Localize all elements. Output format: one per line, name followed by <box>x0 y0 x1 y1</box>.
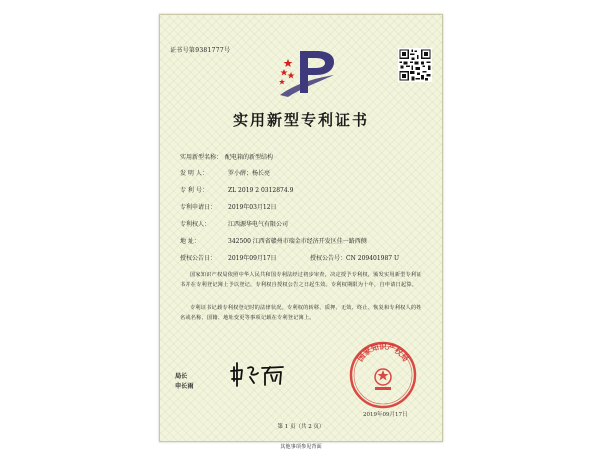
chief-name: 申长雨 <box>175 383 194 390</box>
footer-note: 其他事项参见背面 <box>280 444 322 450</box>
svg-text:国家知识产权局 <box>355 341 411 363</box>
field-filing-date <box>180 202 277 211</box>
field-address <box>180 236 367 245</box>
certificate-number: 证书号第9381777号 <box>170 47 231 54</box>
field-patent-no <box>180 185 293 194</box>
field-value: CN 209401987 U <box>346 255 400 262</box>
field-value: 342500 江西省赣州市瑞金市经济开发区佳一路西侧 <box>228 238 367 245</box>
field-label: 授权公告日： <box>180 255 217 262</box>
qr-code-icon <box>398 48 432 82</box>
field-announce-no <box>310 253 399 262</box>
field-label: 地 址： <box>180 238 200 245</box>
field-grant-date <box>180 253 277 262</box>
field-utility-name <box>180 152 273 161</box>
field-value: 配电箱的新型结构 <box>225 154 274 161</box>
field-label: 专 利 号： <box>180 187 208 194</box>
chief-title: 局长 <box>175 373 188 380</box>
handwritten-signature <box>228 359 288 389</box>
field-value: 罗小薛；杨长亮 <box>228 170 271 177</box>
official-seal-icon <box>348 340 418 410</box>
field-label: 专利申请日： <box>180 204 217 211</box>
field-label: 授权公告号： <box>310 255 347 262</box>
certificate-title: 实用新型专利证书 <box>232 111 369 129</box>
patent-certificate <box>159 14 443 450</box>
field-label: 发 明 人： <box>180 170 208 177</box>
field-label: 专利权人： <box>180 221 211 228</box>
field-value: 2019年03月12日 <box>228 204 277 211</box>
page-indicator: 第 1 页（共 2 页） <box>277 424 325 430</box>
issue-date: 2019年09月17日 <box>363 412 408 418</box>
seal-text: 国家知识产权局 <box>355 342 411 364</box>
field-patentee <box>180 219 288 228</box>
legal-status-statement: 专利证书记载专利权登记时的法律状况。专利权的转移、质押、无效、终止、恢复和专利权人的姓名或名称、国籍、地址变更等事项记载在专利登记簿上。 <box>180 305 422 321</box>
chief-block <box>175 372 194 392</box>
grant-statement: 国家知识产权局依照中华人民共和国专利法经过初步审查，决定授予专利权，颁发实用新型专利证书并在专利登记簿上予以登记。专利权自授权公告之日起生效。专利权期限为十年，自申请日起算。 <box>180 272 422 288</box>
field-label: 实用新型名称： <box>180 154 223 161</box>
field-value: ZL 2019 2 0312874.9 <box>228 187 294 194</box>
field-inventor <box>180 168 270 177</box>
cnipa-logo-icon <box>276 45 340 101</box>
field-value: 江西源华电气有限公司 <box>228 221 289 228</box>
field-value: 2019年09月17日 <box>228 255 277 262</box>
